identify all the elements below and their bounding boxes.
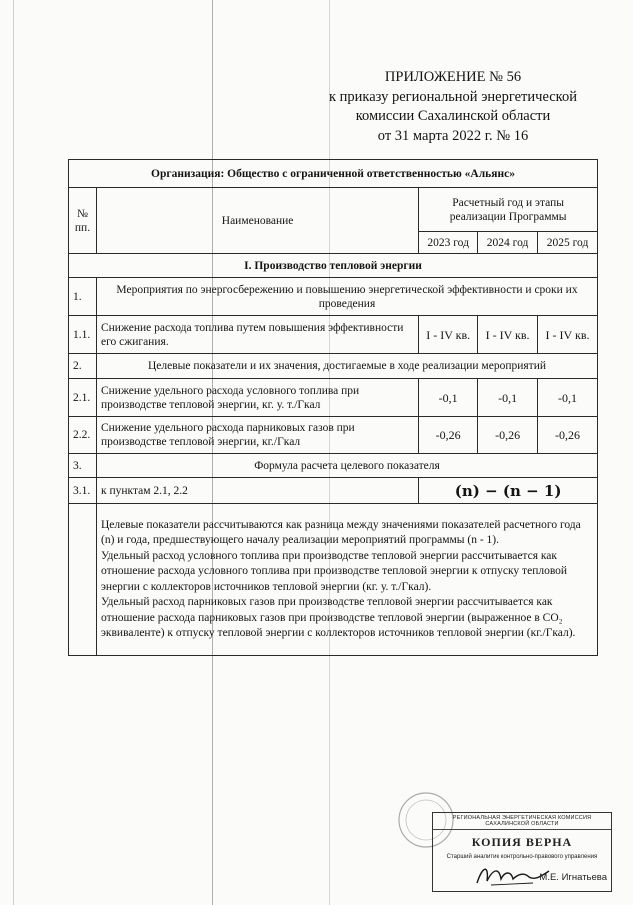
col-header-name: Наименование	[96, 188, 418, 254]
description-paragraph: Удельный расход парниковых газов при производстве тепловой энергии рассчитывается как отношение расхода парниковых газов при производстве тепловой энергии (выраженное в CO₂ эквиваленте) к отпуску тепловой энергии с коллекторов источников тепловой энергии (кг./Гкал).	[100, 596, 576, 639]
row-number: 3.1.	[69, 478, 97, 504]
value-cell: -0,26	[478, 417, 538, 454]
description-paragraph: Целевые показатели рассчитываются как разница между значениями показателей расчетного года (n) и года, предшествующего началу реализации мероприятий программы (n - 1).	[100, 518, 581, 546]
year-header: 2024 год	[478, 232, 538, 254]
table-row	[69, 278, 598, 316]
value-cell: -0,1	[419, 379, 478, 417]
stamp-name: М.Е. Игнатьева	[539, 872, 607, 883]
appendix-header	[318, 68, 588, 146]
row-text: Снижение расхода топлива путем повышения эффективности его сжигания.	[96, 316, 418, 354]
row-text: Снижение удельного расхода условного топлива при производстве тепловой энергии, кг. у. т./Гкал	[96, 379, 418, 417]
row-text: Формула расчета целевого показателя	[96, 454, 597, 478]
table-row	[69, 417, 598, 454]
value-cell: I - IV кв.	[478, 316, 538, 354]
row-text: Снижение удельного расхода парниковых газов при производстве тепловой энергии, кг./Гкал	[96, 417, 418, 454]
year-header: 2025 год	[538, 232, 598, 254]
certification-stamp	[432, 812, 612, 892]
table-row	[69, 478, 598, 504]
organization-row: Организация: Общество с ограниченной ответственностью «Альянс»	[69, 160, 598, 188]
table-row	[69, 379, 598, 417]
stamp-copy-text: КОПИЯ ВЕРНА	[471, 835, 573, 849]
formula-description	[96, 504, 597, 656]
year-header: 2023 год	[419, 232, 478, 254]
row-number: 2.	[69, 354, 97, 379]
order-date: от 31 марта 2022 г. № 16	[377, 127, 529, 144]
col-header-period: Расчетный год и этапы реализации Программы	[419, 188, 598, 232]
table-row	[69, 454, 598, 478]
stamp-role: Старший аналитик контрольно-правового управления	[446, 854, 598, 860]
appendix-title: ПРИЛОЖЕНИЕ № 56	[384, 69, 522, 85]
row-text: к пунктам 2.1, 2.2	[96, 478, 418, 504]
row-number: 2.1.	[69, 379, 97, 417]
table-row	[69, 354, 598, 379]
row-text: Мероприятия по энергосбережению и повышению энергетической эффективности и сроки их проведения	[96, 278, 597, 316]
row-number: 1.1.	[69, 316, 97, 354]
stamp-organization: РЕГИОНАЛЬНАЯ ЭНЕРГЕТИЧЕСКАЯ КОМИССИЯ САХАЛИНСКОЙ ОБЛАСТИ	[433, 813, 611, 830]
table-row	[69, 316, 598, 354]
order-reference: к приказу региональной энергетической	[328, 88, 577, 105]
value-cell: -0,26	[419, 417, 478, 454]
commission-name: комиссии Сахалинской области	[355, 108, 551, 124]
value-cell: -0,26	[538, 417, 598, 454]
row-number: 1.	[69, 278, 97, 316]
description-paragraph: Удельный расход условного топлива при производстве тепловой энергии рассчитывается как отношение расхода условного топлива при производстве тепловой энергии к отпуску тепловой энергии с коллекторов источников тепловой энергии (кг. у. т./Гкал).	[100, 549, 568, 593]
value-cell: -0,1	[538, 379, 598, 417]
scan-artifact-line	[13, 0, 14, 905]
section-heading: I. Производство тепловой энергии	[69, 254, 598, 278]
value-cell: I - IV кв.	[538, 316, 598, 354]
formula-cell: (n) − (n − 1)	[419, 478, 598, 504]
row-number: 3.	[69, 454, 97, 478]
value-cell: I - IV кв.	[419, 316, 478, 354]
row-text: Целевые показатели и их значения, достигаемые в ходе реализации мероприятий	[96, 354, 597, 379]
value-cell: -0,1	[478, 379, 538, 417]
col-header-num: № пп.	[69, 188, 97, 254]
program-table	[68, 159, 598, 656]
row-number: 2.2.	[69, 417, 97, 454]
